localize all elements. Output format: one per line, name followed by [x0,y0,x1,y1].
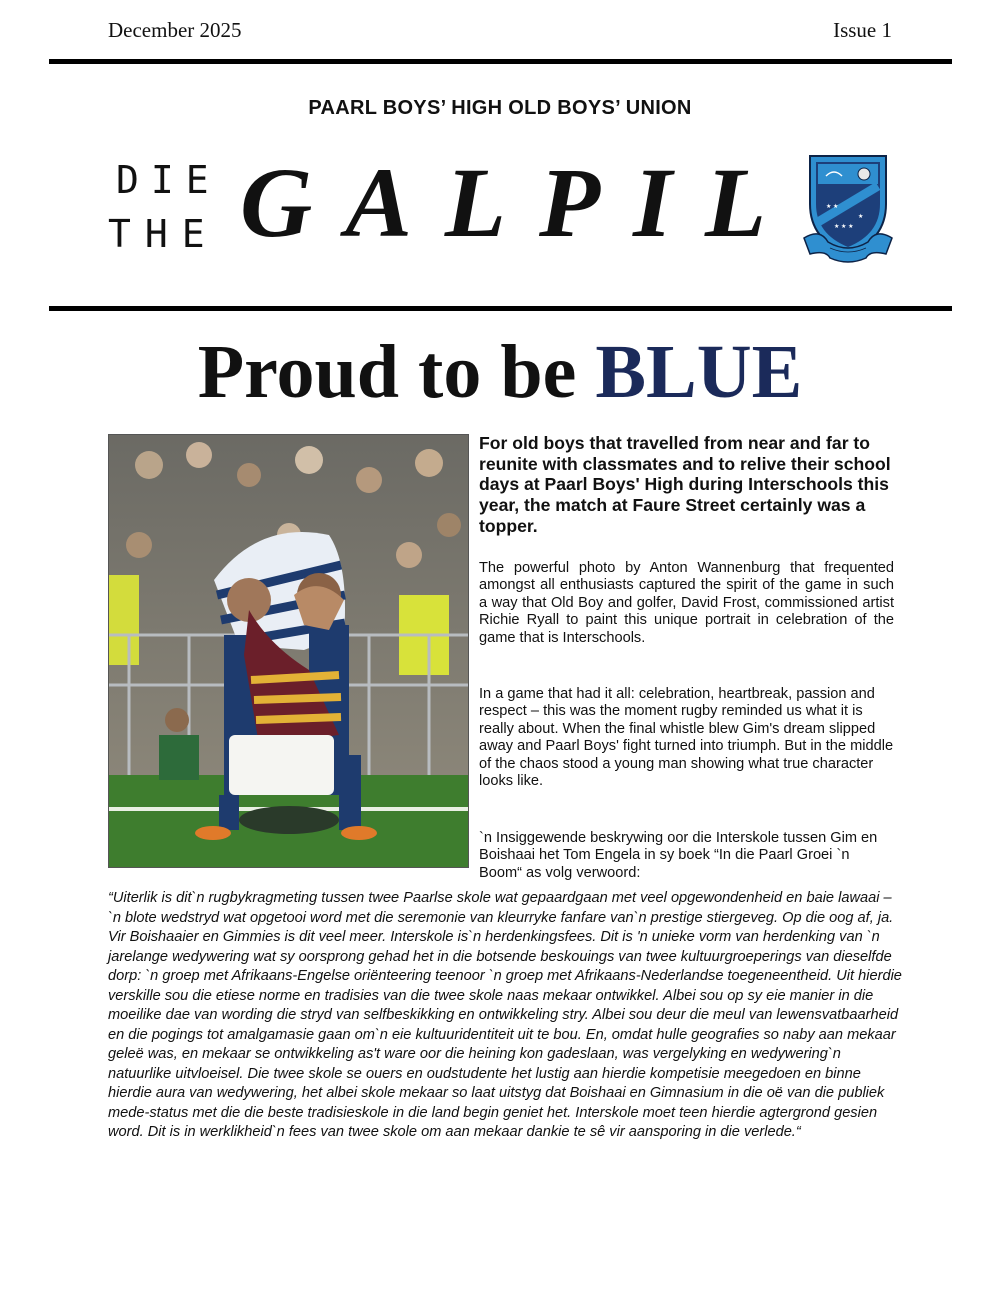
svg-text:★ ★: ★ ★ [826,204,839,210]
headline-accent: BLUE [595,330,803,414]
article-lede: For old boys that travelled from near and far to reunite with classmates and to relive their school days at Paarl Boys' High during Interschools this year, the match at Faure Street certainly was a topper. [479,433,891,536]
masthead-die: DIE [116,158,221,202]
book-quote: “Uiterlik is dit`n rugbykragmeting tussen twee Paarlse skole wat gepaardgaan met veel opgewondenheid en baie lawaai – `n blote wedstryd wat opgetooi word met die seremonie van kleurryke fanfare van`n prestige stiergeveg. Op die oog af, ja. Vir Boishaaier en Gimmies is dit veel meer. Interskole is`n herdenkingsfees. Dit is 'n unieke vorm van herdenking van `n jarelange wedywering wat sy oorsprong gehad het in die botsende beskouings van twee kultuurgroeperings van dieselfde dorp: `n groep met Afrikaans-Engelse oriënteering teenoor `n groep met Afrikaans-Nederlandse toegeneentheid. Uit hierdie verskille sou die etiese norme en tradisies van die twee skole naas mekaar ontwikkel. Albei sou op sy eie manier in die moeilike dae van wording die stryd van selfbeskikking en ontwikkeling stry. Albei sou deur die meul van lewensvatbaarheid en die pogings tot amalgamasie gaan om`n eie kultuuridentiteit uit te bou. En, omdat hulle geografies so naby aan mekaar geleë was, en mekaar se ontwikkeling as't ware oor die heining kon gadeslaan, was vergelyking en wedywering`n natuurlike uitvloeisel. Die twee skole se ouers en oudstudente het lustig aan hierdie kompetisie meegedoen en binne hierdie aura van wedywering, het albei skole mekaar so laat uitstyg dat Boishaai en Gimnasium in die oë van die publiek mede-status met die die beste tradisieskole in die land begin geniet het. Interskole moet teen hierdie agtergrond gesien word. Dit is in werklikheid`n fees van twee skole om aan mekaar dankie te sê vir aansporing in die verlede.“ [108,890,902,1140]
masthead-the: THE [108,212,219,256]
masthead-divider [49,306,952,311]
article-paragraph: The powerful photo by Anton Wannenburg that frequented amongst all enthusiasts captured the spirit of the game in such a way that Old Boy and golfer, David Frost, commissioned artist Richie Ryall to paint this unique portrait in celebration of the game that is Interschools. [479,560,894,646]
headline-part1: Proud to be [197,330,596,414]
school-crest-icon [800,142,896,270]
issue-number: Issue 1 [833,18,892,42]
svg-text:★ ★ ★: ★ ★ ★ [834,224,854,230]
top-divider [49,59,952,64]
masthead-title: GALPIL [240,147,800,258]
article-paragraph: In a game that had it all: celebration, heartbreak, passion and respect – this was the moment rugby reminded us what it is really about. When the final whistle blew Gim's dream slipped away and Paarl Boys' fight turned into triumph. But in the middle of the chaos stood a young man showing what true character looks like. [479,686,894,790]
issue-date: December 2025 [108,18,242,42]
headline [0,328,1000,416]
article-paragraph: `n Insiggewende beskrywing oor die Interskole tussen Gim en Boishaai het Tom Engela in sy boek “In die Paarl Groei `n Boom“ as volg verwoord: [479,830,878,881]
union-name: PAARL BOYS’ HIGH OLD BOYS’ UNION [308,97,692,119]
svg-text:★: ★ [858,214,864,220]
rugby-photo [108,434,469,868]
